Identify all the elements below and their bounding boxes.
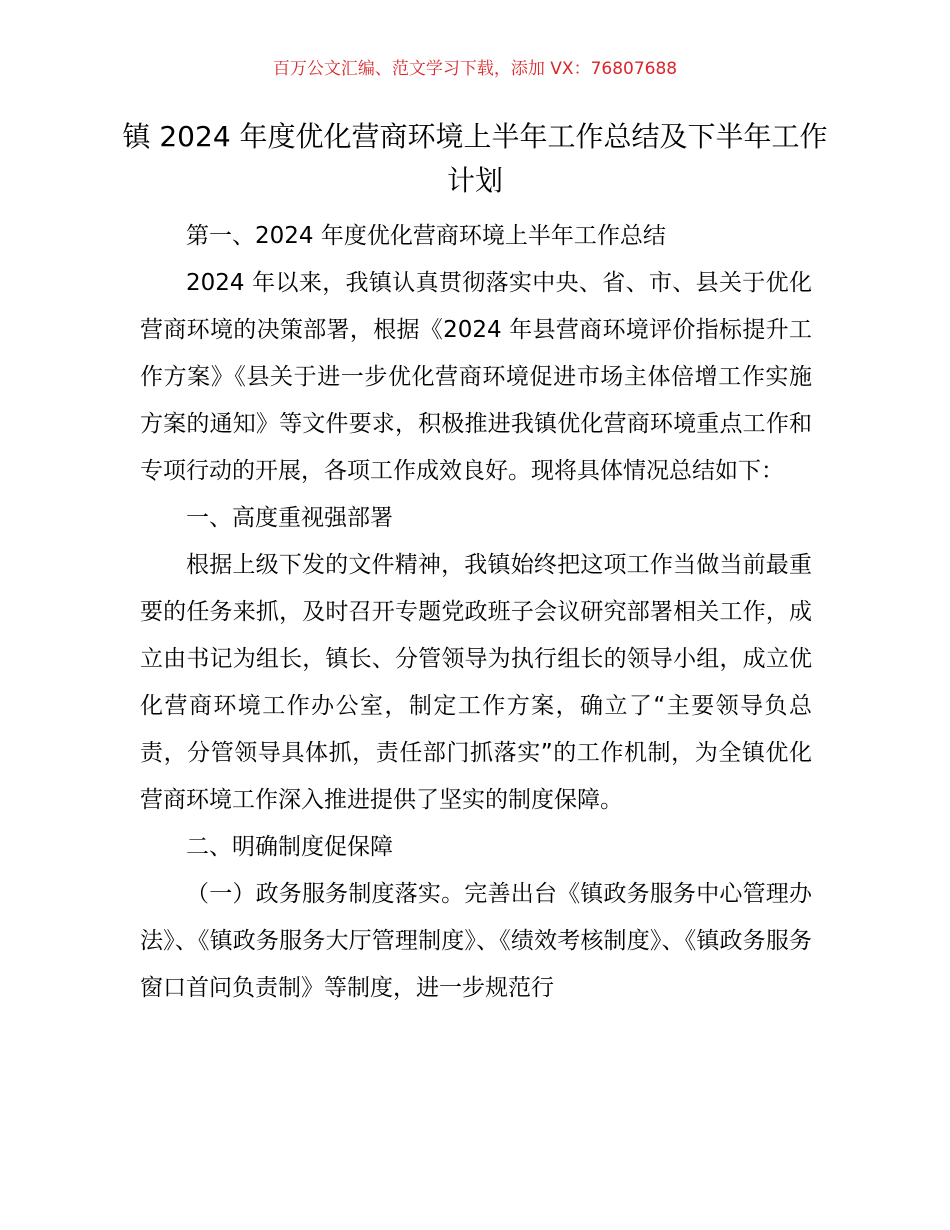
document-body bbox=[140, 213, 812, 1012]
section-heading: 二、明确制度促保障 bbox=[186, 834, 393, 860]
body-paragraph: 2024 年以来，我镇认真贯彻落实中央、省、市、县关于优化营商环境的决策部署，根据《2024 年县营商环境评价指标提升工作方案》《县关于进一步优化营商环境促进市场主体倍增工作实施方案的通知》等文件要求，积极推进我镇优化营商环境重点工作和专项行动的开展，各项工作成效良好。现将具体情况总结如下： bbox=[140, 270, 812, 484]
body-paragraph: 根据上级下发的文件精神，我镇始终把这项工作当做当前最重要的任务来抓，及时召开专题党政班子会议研究部署相关工作，成立由书记为组长，镇长、分管领导为执行组长的领导小组，成立优化营商环境工作办公室，制定工作方案，确立了“主要领导负总责，分管领导具体抓，责任部门抓落实”的工作机制，为全镇优化营商环境工作深入推进提供了坚实的制度保障。 bbox=[140, 552, 812, 813]
section-heading: 一、高度重视强部署 bbox=[186, 505, 393, 531]
section-heading: 第一、2024 年度优化营商环境上半年工作总结 bbox=[186, 223, 666, 249]
header-watermark: 百万公文汇编、范文学习下载，添加 VX：76807688 bbox=[272, 59, 678, 79]
body-paragraph: （一）政务服务制度落实。完善出台《镇政务服务中心管理办法》、《镇政务服务大厅管理制度》、《绩效考核制度》、《镇政务服务窗口首问负责制》等制度，进一步规范行 bbox=[140, 881, 812, 1001]
document-title: 镇 2024 年度优化营商环境上半年工作总结及下半年工作计划 bbox=[122, 120, 828, 197]
